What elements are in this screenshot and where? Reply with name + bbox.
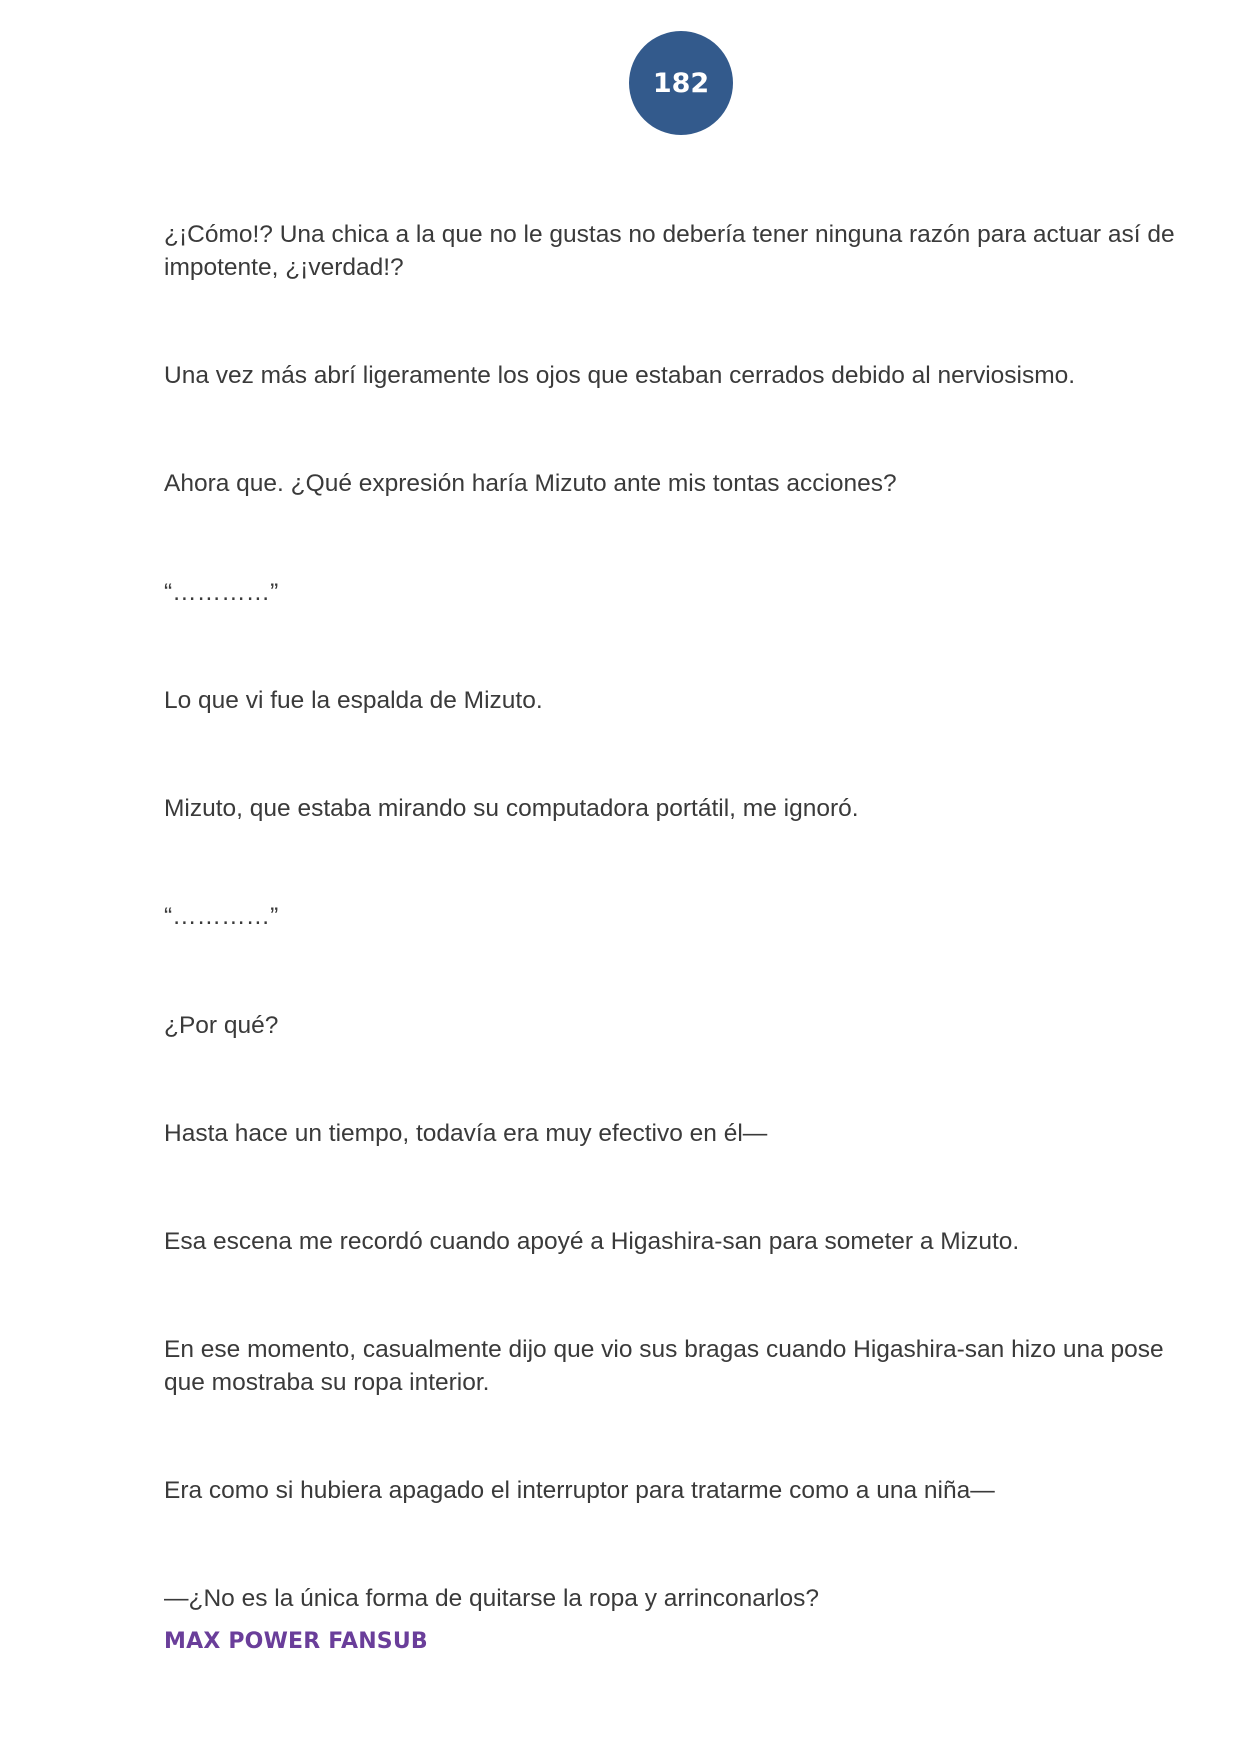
fansub-watermark: MAX POWER FANSUB <box>164 1629 428 1654</box>
paragraph: Lo que vi fue la espalda de Mizuto. <box>164 687 543 714</box>
paragraph: Esa escena me recordó cuando apoyé a Higashira-san para someter a Mizuto. <box>164 1228 1020 1255</box>
paragraph: Hasta hace un tiempo, todavía era muy efectivo en él— <box>164 1120 768 1147</box>
paragraph: Una vez más abrí ligeramente los ojos que estaban cerrados debido al nerviosismo. <box>164 362 1076 389</box>
paragraph: “…………” <box>164 903 279 930</box>
paragraph: —¿No es la única forma de quitarse la ropa y arrinconarlos? <box>164 1585 820 1612</box>
paragraph: “…………” <box>164 579 279 606</box>
paragraph: Ahora que. ¿Qué expresión haría Mizuto ante mis tontas acciones? <box>164 470 897 497</box>
paragraph: En ese momento, casualmente dijo que vio sus bragas cuando Higashira-san hizo una pose que mostraba su ropa interior. <box>164 1336 1164 1396</box>
paragraph: Mizuto, que estaba mirando su computadora portátil, me ignoró. <box>164 795 859 822</box>
paragraph: ¿¡Cómo!? Una chica a la que no le gustas no debería tener ninguna razón para actuar así de impotente, ¿¡verdad!? <box>164 221 1175 281</box>
page-number-badge: 182 <box>629 31 733 135</box>
paragraph: ¿Por qué? <box>164 1012 279 1039</box>
paragraph: Era como si hubiera apagado el interruptor para tratarme como a una niña— <box>164 1477 995 1504</box>
